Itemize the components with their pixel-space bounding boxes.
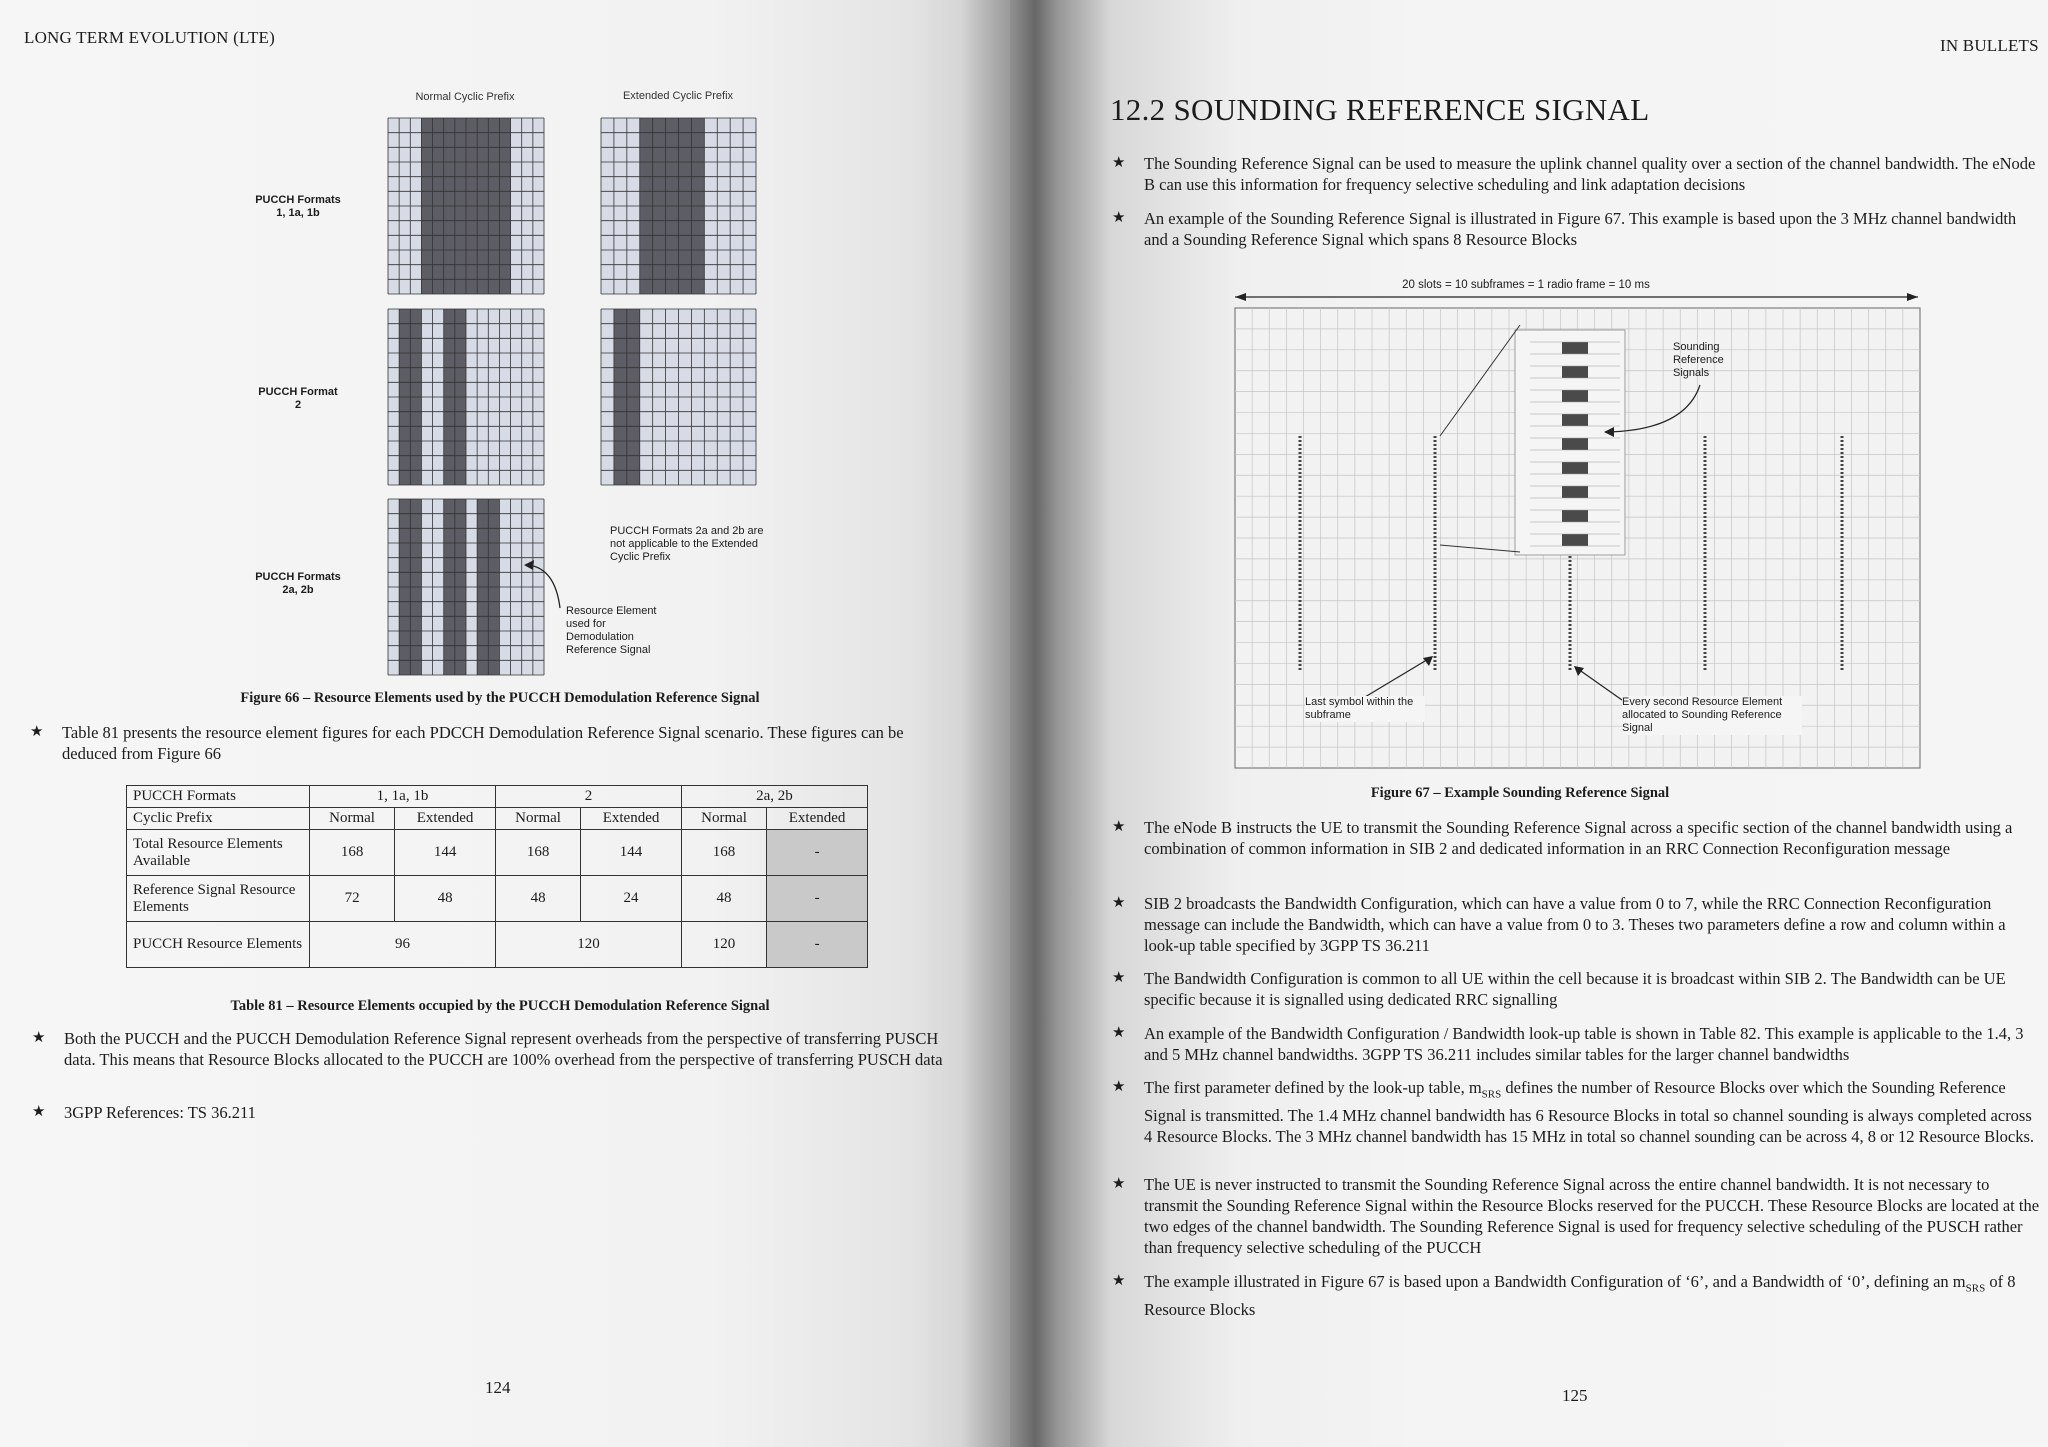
table-cell: -: [767, 876, 868, 922]
grid-normal-formats-1: [388, 118, 544, 294]
table-cell: 144: [581, 830, 682, 876]
col-label-extended-cp: Extended Cyclic Prefix: [622, 90, 734, 102]
page-number-left: 124: [485, 1378, 511, 1397]
table-row: [127, 922, 868, 968]
row-label-format-2: PUCCH Format 2: [258, 386, 338, 411]
srs-resource-element: [1562, 510, 1588, 522]
srs-resource-element: [1562, 534, 1588, 546]
right-bullet-2: ★ An example of the Sounding Reference Signal is illustrated in Figure 67. This example is based upon the 3 MHz channel bandwidth and a Sounding Reference Signal which spans 8 Resource Blocks: [1112, 209, 2017, 249]
running-head-right: IN BULLETS: [1940, 36, 2039, 55]
right-bullet-1: ★ The Sounding Reference Signal can be used to measure the uplink channel quality over a section of the channel bandwidth. The eNode B can use this information for frequency selective scheduling and link adaptation decisions: [1112, 154, 2036, 194]
table-cell: 168: [310, 830, 395, 876]
srs-resource-element: [1562, 342, 1588, 354]
left-page: [0, 0, 1010, 1447]
figure-67-caption: Figure 67 – Example Sounding Reference Signal: [1370, 785, 1670, 801]
figure-66-grids: [0, 0, 1010, 700]
table-row: [127, 830, 868, 876]
table-cell: -: [767, 922, 868, 968]
srs-resource-element: [1562, 390, 1588, 402]
running-head-left: LONG TERM EVOLUTION (LTE): [24, 28, 275, 47]
srs-resource-element: [1562, 366, 1588, 378]
table-cell: Cyclic Prefix: [127, 808, 310, 830]
not-applicable-note: PUCCH Formats 2a and 2b are not applicable to the Extended Cyclic Prefix: [610, 525, 764, 563]
table-cell: 72: [310, 876, 395, 922]
row-label-formats-2a-2b: PUCCH Formats 2a, 2b: [255, 571, 341, 596]
table-cell: Extended: [395, 808, 496, 830]
grid-extended-formats-1: [601, 118, 756, 294]
span-label: 20 slots = 10 subframes = 1 radio frame = 10 ms: [1402, 279, 1650, 291]
table-cell: Extended: [767, 808, 868, 830]
table-cell: 2a, 2b: [681, 786, 867, 808]
row-label-formats-1: PUCCH Formats 1, 1a, 1b: [255, 194, 341, 219]
table-cell: Extended: [581, 808, 682, 830]
table-cell: 120: [681, 922, 766, 968]
table-cell: 2: [495, 786, 681, 808]
table-cell: Normal: [495, 808, 580, 830]
right-bullet-6: ★ An example of the Bandwidth Configuration / Bandwidth look-up table is shown in Table 82. This example is applicable to the 1.4, 3 and 5 MHz channel bandwidths. 3GPP TS 36.211 includes similar tables for the larger channel bandwidths: [1112, 1024, 2024, 1064]
table-81: [126, 785, 868, 968]
srs-resource-element: [1562, 438, 1588, 450]
right-bullet-9: ★ The example illustrated in Figure 67 is based upon a Bandwidth Configuration of ‘6’, and a Bandwidth of ‘0’, defining an $m_{SRS}$ of 8 Resource Blocks: [1112, 1272, 2016, 1320]
left-bullet-1: ★ Table 81 presents the resource element figures for each PDCCH Demodulation Reference Signal scenario. These figures can be deduced from Figure 66: [30, 723, 904, 763]
last-symbol-label: Last symbol within the subframe: [1305, 696, 1425, 722]
table-81-caption: Table 81 – Resource Elements occupied by the PUCCH Demodulation Reference Signal: [230, 998, 770, 1014]
right-bullet-7: ★ The first parameter defined by the look-up table, $m_{SRS}$ defines the number of Resource Blocks over which the Sounding Reference Signal is transmitted. The 1.4 MHz channel bandwidth has 6 Resource Blocks in total so channel sounding is always completed across 4 Resource Blocks. The 3 MHz channel bandwidth has 15 MHz in total so channel sounding can be across 4, 8 or 12 Resource Blocks.: [1112, 1078, 2035, 1147]
grid-normal-format-2: [388, 309, 544, 485]
span-arrow-left-head: [1235, 293, 1246, 301]
figure-67-diagram: [1010, 0, 2048, 800]
table-cell: 1, 1a, 1b: [310, 786, 496, 808]
span-arrow-right-head: [1907, 293, 1918, 301]
right-bullet-3: ★ The eNode B instructs the UE to transmit the Sounding Reference Signal across a specific section of the channel bandwidth using a combination of common information in SIB 2 and dedicated information in an RRC Connection Reconfiguration message: [1112, 818, 2013, 858]
page-number-right: 125: [1562, 1386, 1588, 1405]
table-cell: -: [767, 830, 868, 876]
table-row: [127, 786, 868, 808]
table-cell: 48: [395, 876, 496, 922]
table-cell: 120: [495, 922, 681, 968]
srs-label: Sounding Reference Signals: [1673, 341, 1724, 379]
table-row: [127, 876, 868, 922]
grid-extended-format-2: [601, 309, 756, 485]
left-bullet-3: ★ 3GPP References: TS 36.211: [32, 1103, 256, 1122]
srs-resource-element: [1562, 414, 1588, 426]
table-cell: 96: [310, 922, 496, 968]
table-cell: 168: [495, 830, 580, 876]
table-cell: 168: [681, 830, 766, 876]
table-cell: Normal: [310, 808, 395, 830]
table-cell: 48: [681, 876, 766, 922]
right-page: [1010, 0, 2048, 1447]
re-note: Resource Element used for Demodulation Reference Signal: [566, 605, 657, 656]
grid-normal-formats-2a-2b: [388, 499, 544, 675]
left-bullet-2: ★ Both the PUCCH and the PUCCH Demodulation Reference Signal represent overheads from the perspective of transferring PUSCH data. This means that Resource Blocks allocated to the PUCCH are 100% overhead from the perspective of transferring PUSCH data: [32, 1029, 943, 1069]
right-bullet-8: ★ The UE is never instructed to transmit the Sounding Reference Signal across the entire channel bandwidth. It is not necessary to transmit the Sounding Reference Signal within the Resource Blocks reserved for the PUCCH. These Resource Blocks are located at the two edges of the channel bandwidth. The Sounding Reference Signal is used for frequency selective scheduling of the PUSCH rather than frequency selective scheduling of the PUCCH: [1112, 1175, 2040, 1257]
figure-66-caption: Figure 66 – Resource Elements used by the PUCCH Demodulation Reference Signal: [240, 690, 760, 706]
table-cell: 48: [495, 876, 580, 922]
table-cell: 144: [395, 830, 496, 876]
right-bullet-5: ★ The Bandwidth Configuration is common to all UE within the cell because it is broadcast within SIB 2. The Bandwidth can be UE specific because it is signalled using dedicated RRC signalling: [1112, 969, 2006, 1009]
every-second-label: Every second Resource Element allocated to Sounding Reference Signal: [1622, 696, 1802, 735]
srs-resource-element: [1562, 462, 1588, 474]
table-row: [127, 808, 868, 830]
srs-resource-element: [1562, 486, 1588, 498]
table-cell: 24: [581, 876, 682, 922]
section-title: 12.2 SOUNDING REFERENCE SIGNAL: [1110, 92, 1650, 127]
table-cell: Reference Signal Resource Elements: [127, 876, 310, 922]
table-cell: Total Resource Elements Available: [127, 830, 310, 876]
right-bullet-4: ★ SIB 2 broadcasts the Bandwidth Configuration, which can have a value from 0 to 7, while the RRC Connection Reconfiguration message can include the Bandwidth, which can have a value from 0 to 3. Theses two parameters define a row and column within a look-up table specified by 3GPP TS 36.211: [1112, 894, 2006, 955]
table-cell: PUCCH Resource Elements: [127, 922, 310, 968]
table-cell: PUCCH Formats: [127, 786, 310, 808]
col-label-normal-cp: Normal Cyclic Prefix: [415, 91, 515, 103]
table-cell: Normal: [681, 808, 766, 830]
